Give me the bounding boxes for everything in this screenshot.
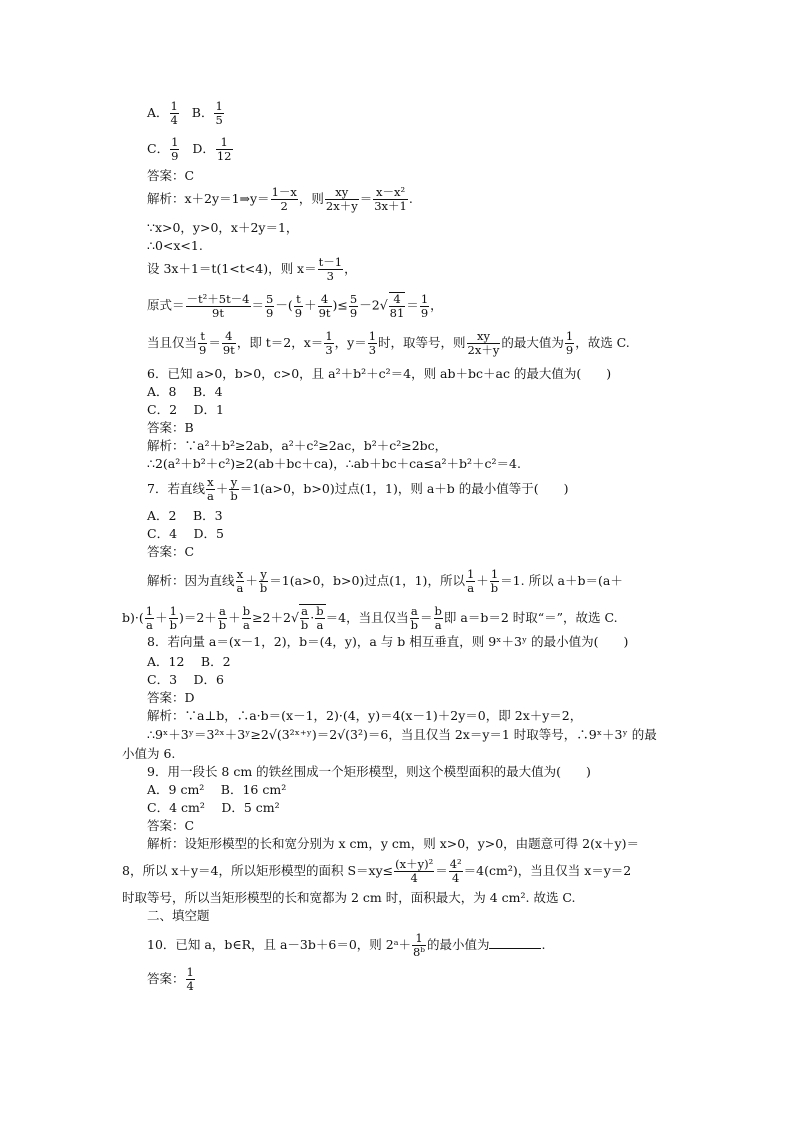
q8-solution-line2: ∴9ˣ＋3ʸ＝3²ˣ＋3ʸ≥2√(3²ˣ⁺ʸ)＝2√(3²)＝6，当且仅当 2x＝y＝1 时取等号，∴9ˣ＋3ʸ 的最 [147, 727, 657, 742]
q10-stem: 10．已知 a，b∈R，且 a－3b＋6＝0，则 2ᵃ＋ $\frac{1}{\text{8ᵇ}}$ 的最小值为 . [147, 931, 546, 959]
q5-solution-line4: 设 3x＋1＝t(1<t<4)，则 x＝ $\frac{t-1}{3}$ ， [147, 255, 357, 283]
q6-stem: 6．已知 a>0，b>0，c>0，且 a²＋b²＋c²＝4，则 ab＋bc＋ac 的最大值为( ) [147, 366, 612, 381]
q7-solution-line1: 解析：因为直线 $\frac{x}{a}$ ＋ $\frac{y}{b}$ ＝1(a>0，b>0)过点(1，1)，所以 $\frac{1}{a}$ ＋ $\frac{1}{b}$ ＝1. 所以 a＋b＝(a＋ [147, 567, 623, 595]
q7-answer: 答案：C [147, 544, 195, 559]
q6-options-cd: C．2 D．1 [147, 402, 224, 417]
q7-solution-line2: b)·( $\frac{1}{a}$ ＋ $\frac{1}{b}$ )＝2＋ $\frac{a}{b}$ ＋ $\frac{b}{a}$ ≥2＋2√ $\frac{a}{b}$ · $\frac{b}{a}$ ＝4，当且仅当 $\frac{a}{b}$ ＝ $\frac{b}{a}$ 即 a＝b＝2 时取“＝”，故选 C. [122, 604, 618, 632]
q9-options-ab: A．9 cm² B．16 cm² [147, 782, 287, 797]
q5-solution-line3: ∴0<x<1. [147, 238, 203, 253]
q8-solution-line1: 解析：∵a⊥b，∴a·b＝(x－1，2)·(4，y)＝4(x－1)＋2y＝0，即 2x＋y＝2， [147, 708, 583, 723]
q5-solution-line6: 当且仅当 $\frac{t}{9}$ ＝ $\frac{4}{9t}$ ，即 t＝2，x＝ $\frac{1}{3}$ ，y＝ $\frac{1}{3}$ 时，取等号，则 $\frac{xy}{2x+y}$ 的最大值为 $\frac{1}{9}$ ，故选 C. [147, 329, 630, 357]
q7-options-ab: A．2 B．3 [147, 508, 223, 523]
q8-options-ab: A．12 B．2 [147, 654, 231, 669]
section-heading: 二、填空题 [147, 908, 210, 923]
q6-answer: 答案：B [147, 420, 194, 435]
q9-options-cd: C．4 cm² D．5 cm² [147, 800, 280, 815]
q6-solution-line2: ∴2(a²＋b²＋c²)≥2(ab＋bc＋ca)，∴ab＋bc＋ca≤a²＋b²＋c²＝4. [147, 456, 521, 471]
answer-blank [489, 938, 541, 949]
q5-solution-line1: 解析：x＋2y＝1⇒y＝ $\frac{1-x}{2}$ ，则 $\frac{xy}{2x+y}$ ＝ $\frac{\text{x－x²}}{3x+1}$ . [147, 185, 413, 213]
q5-solution-line5: 原式＝ $\frac{\text{－t²＋5t－4}}{9t}$ ＝ $\frac{5}{9}$ －( $\frac{t}{9}$ ＋ $\frac{4}{9t}$ )≤ $\frac{5}{9}$ －2√ $\frac{4}{81}$ ＝ $\frac{1}{9}$ ， [147, 291, 443, 320]
q5-solution-line2: ∵x>0，y>0，x＋2y＝1， [147, 220, 299, 235]
q8-options-cd: C．3 D．6 [147, 672, 224, 687]
q9-solution-line1: 解析：设矩形模型的长和宽分别为 x cm，y cm，则 x>0，y>0，由题意可得 2(x＋y)＝ [147, 836, 639, 851]
q5-answer: 答案：C [147, 168, 195, 183]
q10-answer: 答案： $\frac{1}{4}$ [147, 965, 194, 993]
q9-solution-line3: 时取等号，所以当矩形模型的长和宽都为 2 cm 时，面积最大，为 4 cm². 故选 C. [122, 890, 576, 905]
q6-options-ab: A．8 B．4 [147, 384, 223, 399]
q6-solution-line1: 解析：∵a²＋b²≥2ab，a²＋c²≥2ac，b²＋c²≥2bc， [147, 438, 448, 453]
q7-stem: 7．若直线 $\frac{x}{a}$ ＋ $\frac{y}{b}$ ＝1(a>0，b>0)过点(1，1)，则 a＋b 的最小值等于( ) [147, 475, 569, 503]
q5-options-cd: C． $\frac{1}{9}$ D． $\frac{1}{12}$ [147, 135, 232, 163]
q8-stem: 8．若向量 a＝(x－1，2)，b＝(4，y)，a 与 b 相互垂直，则 9ˣ＋3ʸ 的最小值为( ) [147, 634, 629, 649]
q9-answer: 答案：C [147, 818, 195, 833]
q9-solution-line2: 8，所以 x＋y＝4，所以矩形模型的面积 S＝xy≤ $\frac{\text{(x＋y)²}}{4}$ ＝ $\frac{\text{4²}}{4}$ ＝4(cm²)，当且仅当 x＝y＝2 [122, 857, 632, 885]
q7-options-cd: C．4 D．5 [147, 526, 224, 541]
q5-options-ab: A． $\frac{1}{4}$ B． $\frac{1}{5}$ [147, 99, 223, 127]
q8-solution-line3: 小值为 6. [122, 746, 176, 761]
q9-stem: 9．用一段长 8 cm 的铁丝围成一个矩形模型，则这个模型面积的最大值为( ) [147, 764, 591, 779]
q8-answer: 答案：D [147, 690, 195, 705]
